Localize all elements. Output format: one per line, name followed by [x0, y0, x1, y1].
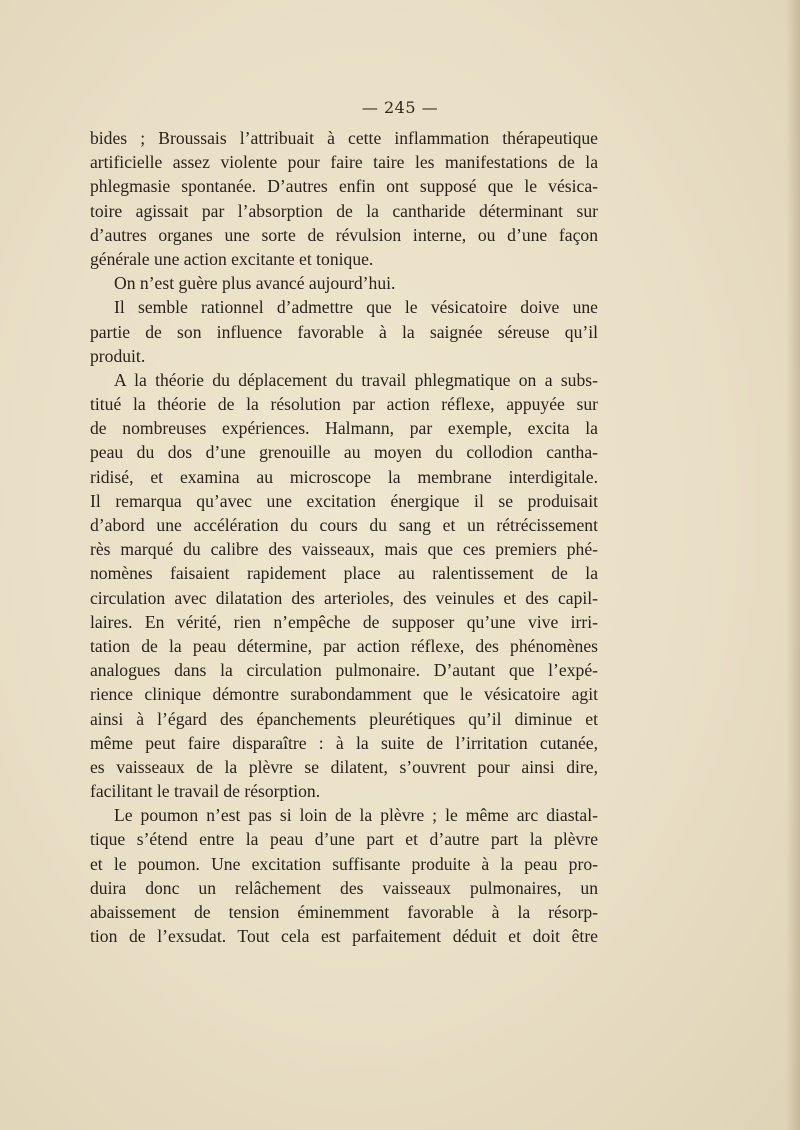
- text-line: analogues dans la circulation pulmonaire. D’autant que l’expé-: [90, 660, 598, 681]
- text-line: d’abord une accélération du cours du sang et un rétrécissement: [90, 515, 598, 535]
- text-line: bides ; Broussais l’attribuait à cette inflammation thérapeutique: [90, 128, 598, 148]
- text-line: facilitant le travail de résorption.: [90, 781, 321, 802]
- text-line: et le poumon. Une excitation suffisante produite à la peau pro-: [90, 853, 598, 874]
- page-number: — 245 —: [361, 98, 439, 117]
- text-line: ridisé, et examina au microscope la membrane interdigitale.: [90, 466, 598, 487]
- text-line: abaissement de tension éminemment favorable à la résorp-: [90, 902, 598, 922]
- text-line: même peut faire disparaître : à la suite de l’irritation cutanée,: [90, 732, 598, 753]
- text-line: circulation avec dilatation des arterioles, des veinules et des capil-: [90, 587, 598, 608]
- text-line: rience clinique démontre surabondamment que le vésicatoire agit: [90, 684, 598, 705]
- text-line: nomènes faisaient rapidement place au ralentissement de la: [90, 563, 598, 584]
- text-line: Il remarqua qu’avec une excitation énergique il se produisait: [90, 490, 598, 511]
- text-line: de nombreuses expériences. Halmann, par exemple, excita la: [90, 418, 598, 439]
- text-line: tique s’étend entre la peau d’une part et d’autre part la plèvre: [90, 829, 598, 850]
- text-line: es vaisseaux de la plèvre se dilatent, s’ouvrent pour ainsi dire,: [90, 756, 598, 777]
- text-line: tion de l’exsudat. Tout cela est parfaitement déduit et doit être: [90, 926, 598, 947]
- text-line: générale une action excitante et tonique.: [90, 248, 374, 269]
- text-line: toire agissait par l’absorption de la cantharide déterminant sur: [90, 200, 598, 221]
- text-line: produit.: [90, 345, 146, 366]
- text-line: Il semble rationnel d’admettre que le vésicatoire doive une: [114, 297, 598, 318]
- text-line: artificielle assez violente pour faire taire les manifestations de la: [90, 152, 598, 173]
- text-line: titué la théorie de la résolution par action réflexe, appuyée sur: [90, 394, 598, 415]
- body-text: [90, 126, 598, 948]
- text-line: peau du dos d’une grenouille au moyen du collodion cantha-: [90, 442, 598, 463]
- text-line: d’autres organes une sorte de révulsion interne, ou d’une façon: [90, 224, 598, 245]
- text-line: ainsi à l’égard des épanchements pleurétiques qu’il diminue et: [90, 708, 598, 729]
- text-line: A la théorie du déplacement du travail phlegmatique on a subs-: [114, 369, 598, 390]
- text-line: rès marqué du calibre des vaisseaux, mais que ces premiers phé-: [90, 539, 598, 560]
- page-edge-shadow: [786, 0, 800, 1130]
- text-line: partie de son influence favorable à la saignée séreuse qu’il: [90, 321, 598, 342]
- text-line: Le poumon n’est pas si loin de la plèvre ; le même arc diastal-: [114, 805, 598, 826]
- text-line: phlegmasie spontanée. D’autres enfin ont supposé que le vésica-: [90, 176, 598, 197]
- text-line: duira donc un relâchement des vaisseaux pulmonaires, un: [90, 877, 598, 898]
- text-line: On n’est guère plus avancé aujourd’hui.: [114, 273, 396, 294]
- text-line: tation de la peau détermine, par action réflexe, des phénomènes: [90, 635, 598, 656]
- text-line: laires. En vérité, rien n’empêche de supposer qu’une vive irri-: [90, 611, 598, 632]
